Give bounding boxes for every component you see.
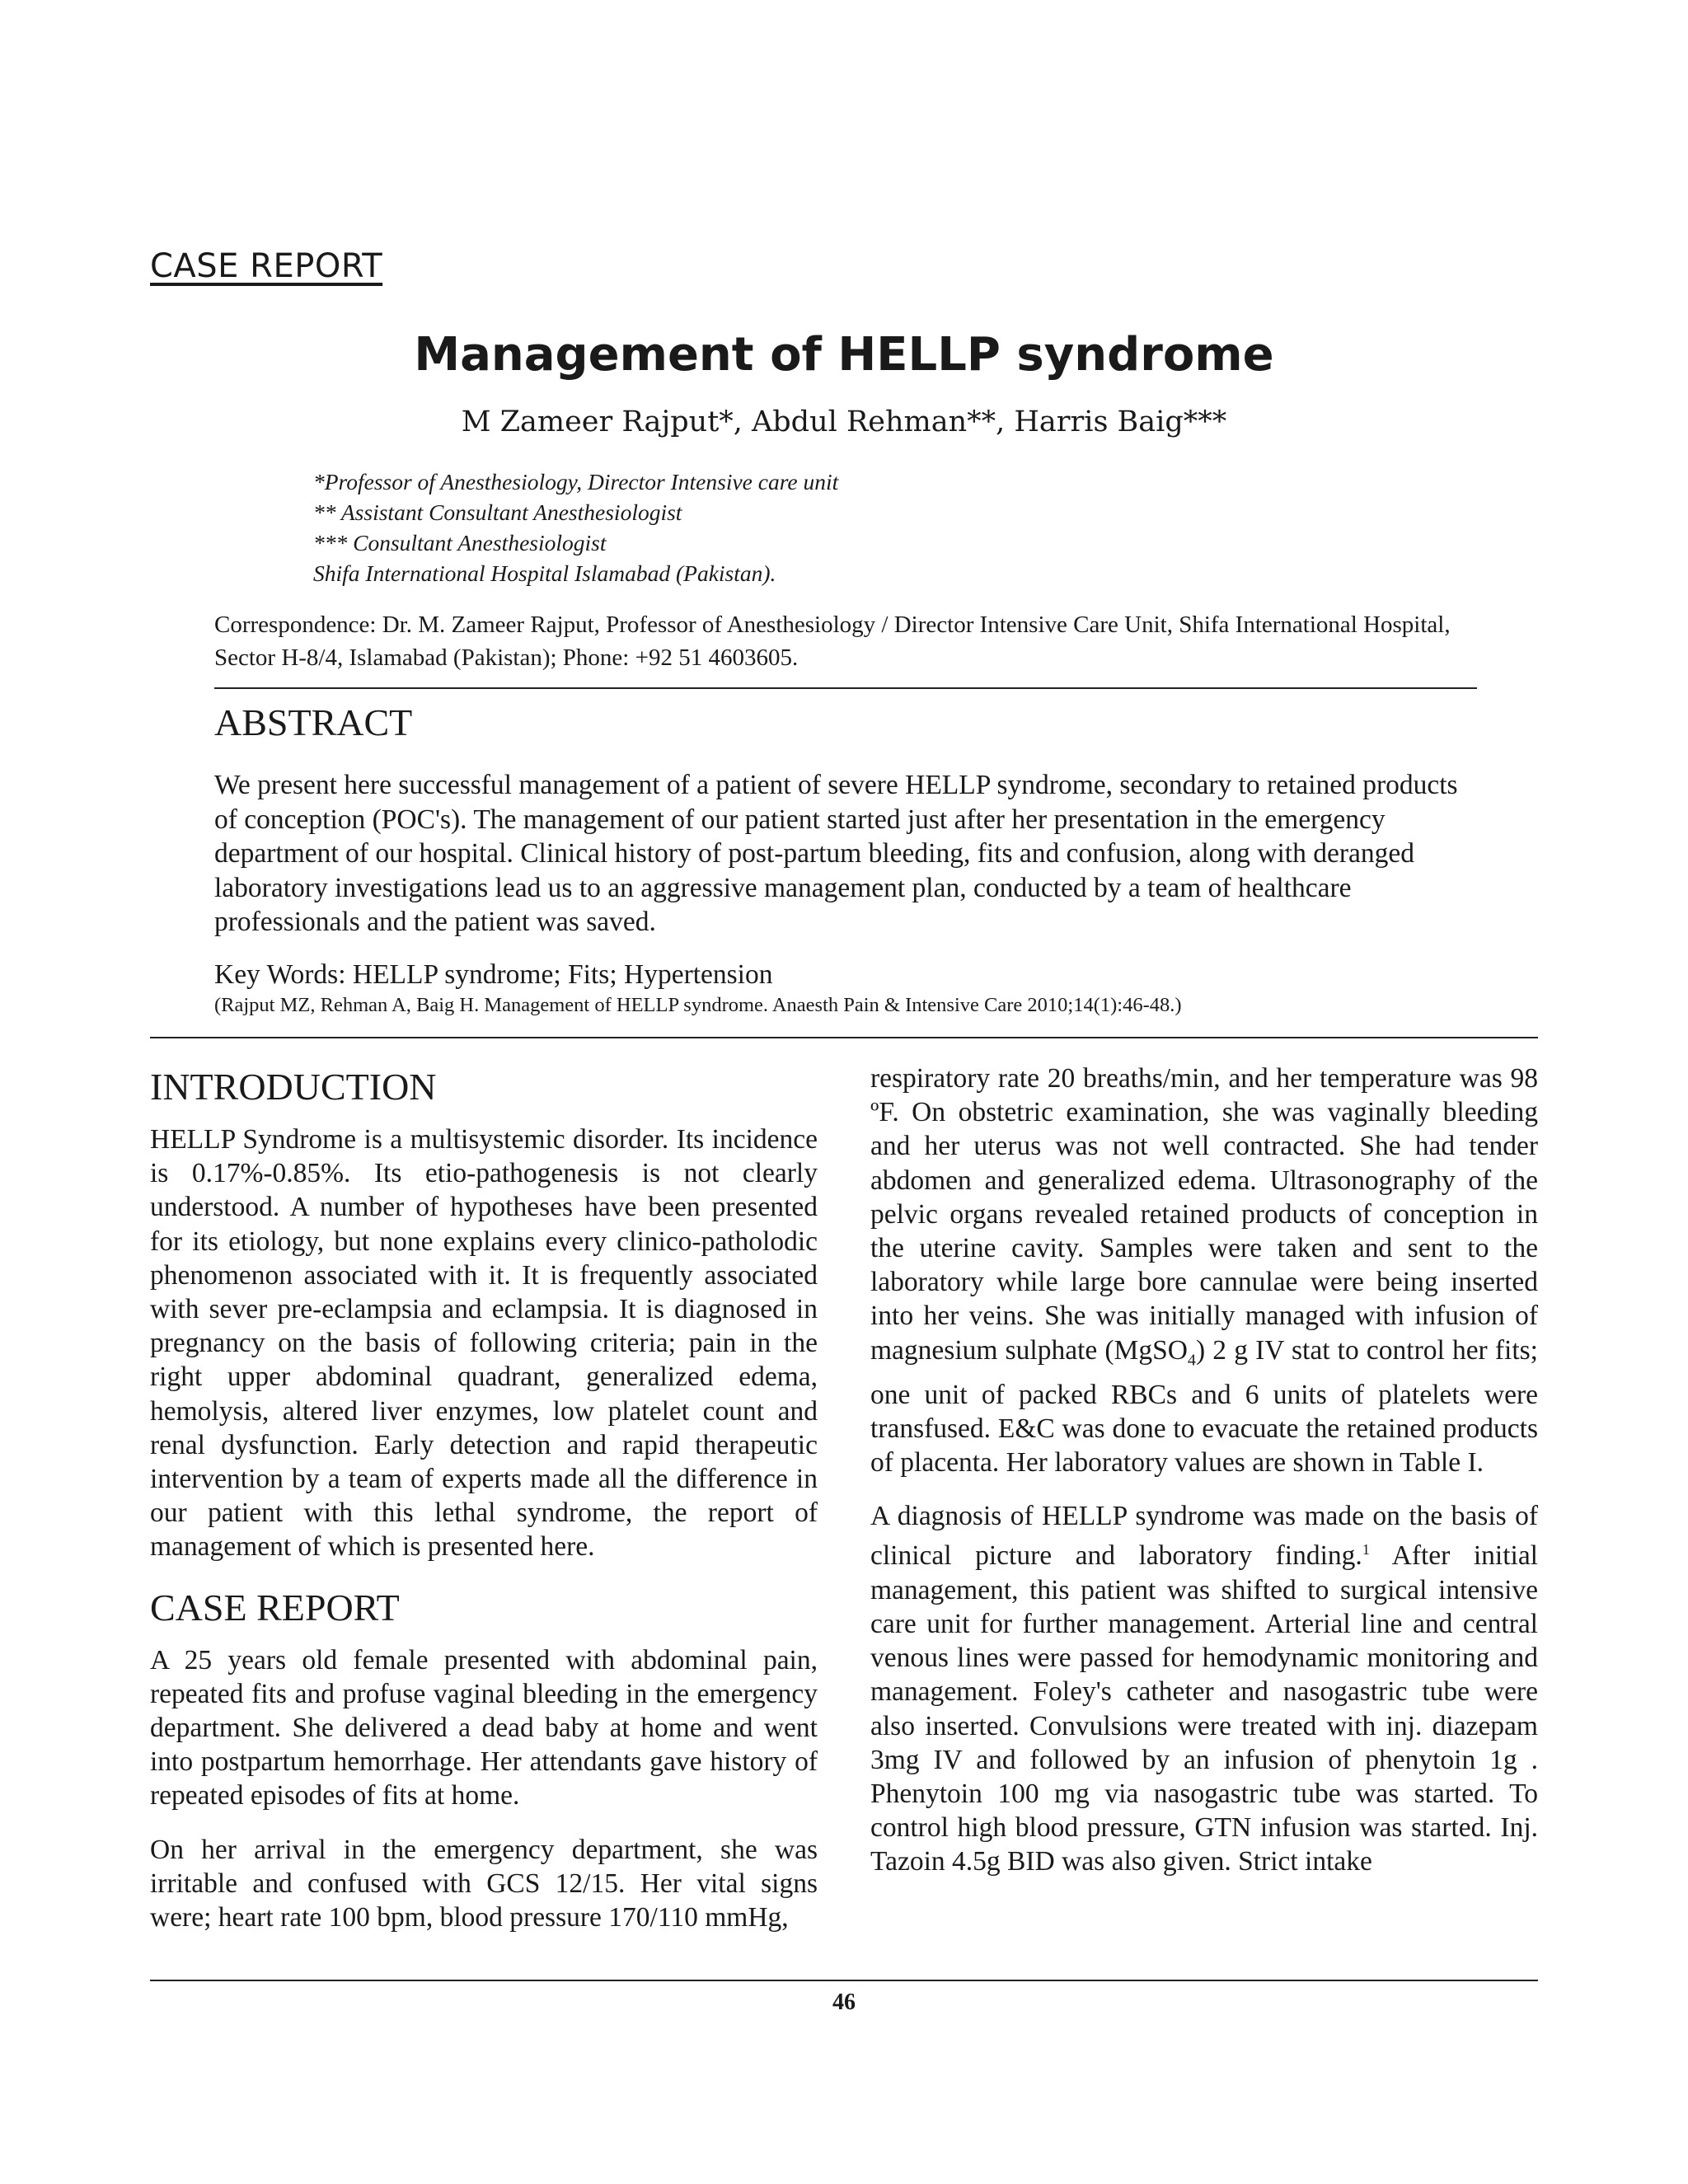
authors: M Zameer Rajput*, Abdul Rehman**, Harris Baig*** [461, 405, 1227, 438]
divider [150, 1037, 1538, 1038]
text-run: After initial management, this patient was shifted to surgical intensive care unit for further management. Arterial line and central venous lines were passed for hemodynamic monitoring and management. Foley's catheter and nasogastric tube were also inserted. Convulsions were treated with inj. diazepam 3mg IV and followed by an infusion of phenytoin 1g . Phenytoin 100 mg via nasogastric tube was started. To control high blood pressure, GTN infusion was started. Inj. Tazoin 4.5g BID was also given. Strict intake [870, 1540, 1538, 1877]
page-number: 46 [832, 1990, 856, 2015]
text-run: respiratory rate 20 breaths/min, and her temperature was 98 ºF. On obstetric examination, she was vaginally bleeding and her uterus was not well contracted. She had tender abdomen and generalized edema. Ultrasonography of the pelvic organs revealed retained products of conception in the uterine cavity. Samples were taken and sent to the laboratory while large bore cannulae were being inserted into her veins. She was initially managed with infusion of magnesium sulphate (MgSO [870, 1063, 1538, 1366]
subscript: 4 [1187, 1351, 1196, 1370]
abstract-text: We present here successful management of a patient of severe HELLP syndrome, secondary to retained products of conception (POC's). The management of our patient started just after her presentation in the emergency department of our hospital. Clinical history of post-partum bleeding, fits and confusion, along with deranged laboratory investigations lead us to an aggressive management plan, conducted by a team of healthcare professionals and the patient was saved. [214, 770, 1458, 937]
citation: (Rajput MZ, Rehman A, Baig H. Management of HELLP syndrome. Anaesth Pain & Intensive Care 2010;14(1):46-48.) [214, 994, 1182, 1016]
text-run: A diagnosis of HELLP syndrome was made on the basis of clinical picture and laboratory finding. [870, 1501, 1538, 1572]
right-column [870, 1062, 1538, 1899]
section-label: CASE REPORT [150, 247, 383, 285]
case-report-paragraph: On her arrival in the emergency department, she was irritable and confused with GCS 12/15. Her vital signs were; heart rate 100 bpm, blood pressure 170/110 mmHg, [150, 1834, 818, 1933]
affiliation-line: ** Assistant Consultant Anesthesiologist [313, 499, 682, 525]
correspondence: Correspondence: Dr. M. Zameer Rajput, Professor of Anesthesiology / Director Intensive Care Unit, Shifa International Hospital, Sector H-8/4, Islamabad (Pakistan); Phone: +92 51 4603605. [214, 612, 1451, 671]
left-column [150, 1063, 818, 1954]
article-title: Management of HELLP syndrome [414, 328, 1274, 382]
text-run: ) 2 g IV stat to control her fits; one unit of packed RBCs and 6 units of platelets were transfused. E&C was done to evacuate the retained products of placenta. Her laboratory values are shown in Table I. [870, 1334, 1538, 1478]
abstract-heading: ABSTRACT [214, 701, 413, 743]
affiliations [313, 466, 838, 588]
affiliation-line: *** Consultant Anesthesiologist [313, 530, 607, 555]
introduction-heading: INTRODUCTION [150, 1066, 437, 1108]
case-report-heading: CASE REPORT [150, 1586, 400, 1629]
introduction-paragraph: HELLP Syndrome is a multisystemic disorder. Its incidence is 0.17%-0.85%. Its etio-pathogenesis is not clearly understood. A number of hypotheses have been presented for its etiology, but none explains every clinico-patholodic phenomenon associated with it. It is frequently associated with sever pre-eclampsia and eclampsia. It is diagnosed in pregnancy on the basis of following criteria; pain in the right upper abdominal quadrant, generalized edema, hemolysis, altered liver enzymes, low platelet count and renal dysfunction. Early detection and rapid therapeutic intervention by a team of experts made all the difference in our patient with this lethal syndrome, the report of management of which is presented here. [150, 1124, 818, 1563]
body-paragraph [870, 1499, 1538, 1878]
reference-superscript: 1 [1362, 1541, 1370, 1558]
affiliation-line: Shifa International Hospital Islamabad (Pakistan). [313, 560, 776, 586]
divider [214, 687, 1477, 689]
case-report-paragraph: A 25 years old female presented with abdominal pain, repeated fits and profuse vaginal bleeding in the emergency department. She delivered a dead baby at home and went into postpartum hemorrhage. Her attendants gave history of repeated episodes of fits at home. [150, 1644, 818, 1811]
keywords: Key Words: HELLP syndrome; Fits; Hypertension [214, 959, 773, 990]
body-paragraph [870, 1062, 1538, 1479]
affiliation-line: *Professor of Anesthesiology, Director Intensive care unit [313, 469, 839, 494]
footer-divider [150, 1980, 1538, 1981]
